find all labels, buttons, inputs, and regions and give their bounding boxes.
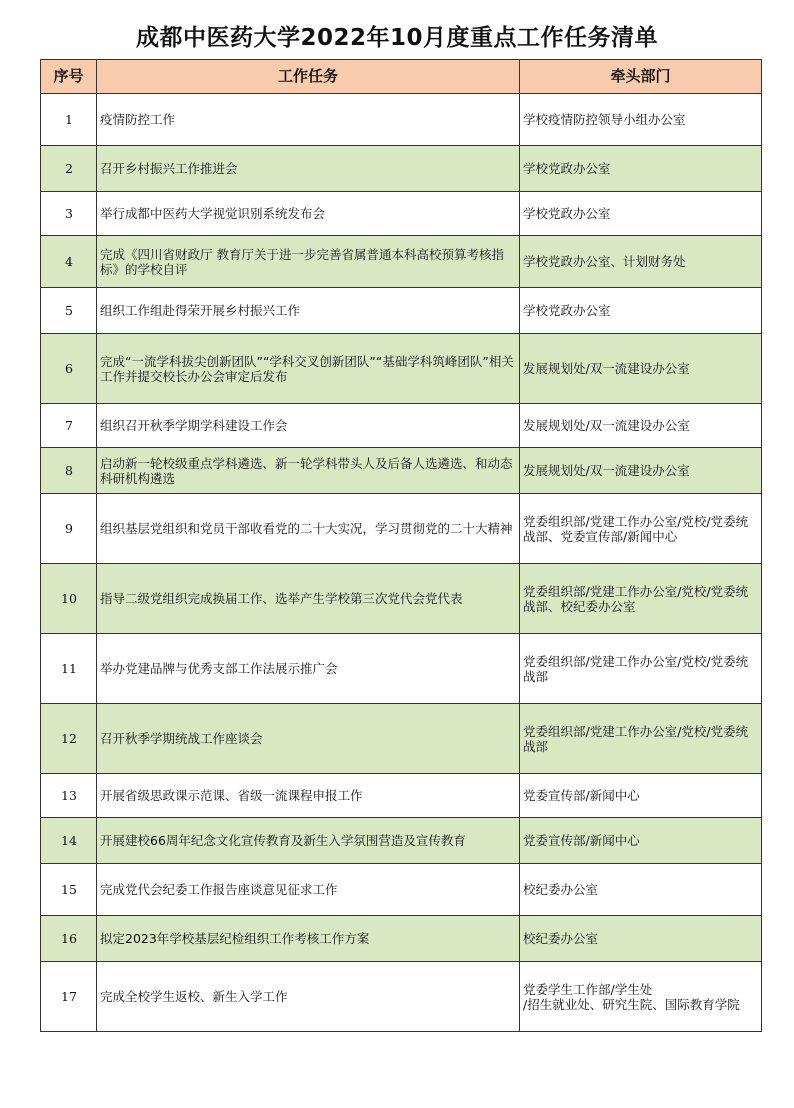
table-row xyxy=(41,494,762,564)
row-number: 11 xyxy=(41,634,97,704)
row-number: 6 xyxy=(41,334,97,404)
table-row xyxy=(41,334,762,404)
row-task: 举行成都中医药大学视觉识别系统发布会 xyxy=(97,192,520,236)
row-task: 开展建校66周年纪念文化宣传教育及新生入学氛围营造及宣传教育 xyxy=(97,818,520,864)
row-task: 开展省级思政课示范课、省级一流课程申报工作 xyxy=(97,774,520,818)
row-number: 10 xyxy=(41,564,97,634)
row-department: 党委组织部/党建工作办公室/党校/党委统战部、校纪委办公室 xyxy=(520,564,762,634)
row-number: 2 xyxy=(41,146,97,192)
row-department: 校纪委办公室 xyxy=(520,916,762,962)
row-number: 8 xyxy=(41,448,97,494)
row-task: 完成《四川省财政厅 教育厅关于进一步完善省属普通本科高校预算考核指标》的学校自评 xyxy=(97,236,520,288)
row-department: 学校党政办公室 xyxy=(520,288,762,334)
row-department: 党委组织部/党建工作办公室/党校/党委统战部 xyxy=(520,634,762,704)
row-task: 完成“一流学科拔尖创新团队”“学科交叉创新团队”“基础学科筑峰团队”相关工作并提交校长办公会审定后发布 xyxy=(97,334,520,404)
table-row xyxy=(41,818,762,864)
row-task: 召开乡村振兴工作推进会 xyxy=(97,146,520,192)
row-task: 疫情防控工作 xyxy=(97,94,520,146)
table-row xyxy=(41,448,762,494)
row-number: 9 xyxy=(41,494,97,564)
header-number: 序号 xyxy=(41,60,97,94)
row-task: 组织召开秋季学期学科建设工作会 xyxy=(97,404,520,448)
row-department: 学校党政办公室 xyxy=(520,192,762,236)
table-row xyxy=(41,236,762,288)
header-task: 工作任务 xyxy=(97,60,520,94)
table-row xyxy=(41,192,762,236)
row-task: 启动新一轮校级重点学科遴选、新一轮学科带头人及后备人选遴选、和动态科研机构遴选 xyxy=(97,448,520,494)
table-row xyxy=(41,916,762,962)
row-number: 17 xyxy=(41,962,97,1032)
row-task: 完成全校学生返校、新生入学工作 xyxy=(97,962,520,1032)
row-number: 7 xyxy=(41,404,97,448)
row-task: 组织工作组赴得荣开展乡村振兴工作 xyxy=(97,288,520,334)
row-number: 1 xyxy=(41,94,97,146)
task-table xyxy=(40,59,762,1032)
row-number: 16 xyxy=(41,916,97,962)
table-row xyxy=(41,774,762,818)
row-department: 校纪委办公室 xyxy=(520,864,762,916)
row-department: 党委学生工作部/学生处 /招生就业处、研究生院、国际教育学院 xyxy=(520,962,762,1032)
header-department: 牵头部门 xyxy=(520,60,762,94)
row-number: 15 xyxy=(41,864,97,916)
row-department: 学校党政办公室 xyxy=(520,146,762,192)
row-task: 指导二级党组织完成换届工作、选举产生学校第三次党代会党代表 xyxy=(97,564,520,634)
table-row xyxy=(41,288,762,334)
row-department: 发展规划处/双一流建设办公室 xyxy=(520,404,762,448)
row-department: 发展规划处/双一流建设办公室 xyxy=(520,334,762,404)
row-number: 3 xyxy=(41,192,97,236)
row-task: 举办党建品牌与优秀支部工作法展示推广会 xyxy=(97,634,520,704)
row-task: 拟定2023年学校基层纪检组织工作考核工作方案 xyxy=(97,916,520,962)
table-row xyxy=(41,962,762,1032)
row-department: 学校疫情防控领导小组办公室 xyxy=(520,94,762,146)
row-department: 党委组织部/党建工作办公室/党校/党委统战部、党委宣传部/新闻中心 xyxy=(520,494,762,564)
table-row xyxy=(41,864,762,916)
row-task: 组织基层党组织和党员干部收看党的二十大实况，学习贯彻党的二十大精神 xyxy=(97,494,520,564)
row-department: 党委宣传部/新闻中心 xyxy=(520,818,762,864)
table-header-row xyxy=(41,60,762,94)
row-number: 5 xyxy=(41,288,97,334)
row-number: 13 xyxy=(41,774,97,818)
document-title: 成都中医药大学2022年10月度重点工作任务清单 xyxy=(135,25,659,51)
table-row xyxy=(41,704,762,774)
table-body xyxy=(41,94,762,1032)
table-row xyxy=(41,634,762,704)
row-department: 党委宣传部/新闻中心 xyxy=(520,774,762,818)
table-row xyxy=(41,404,762,448)
row-task: 完成党代会纪委工作报告座谈意见征求工作 xyxy=(97,864,520,916)
row-department: 发展规划处/双一流建设办公室 xyxy=(520,448,762,494)
row-department: 党委组织部/党建工作办公室/党校/党委统战部 xyxy=(520,704,762,774)
row-task: 召开秋季学期统战工作座谈会 xyxy=(97,704,520,774)
row-department: 学校党政办公室、计划财务处 xyxy=(520,236,762,288)
row-number: 12 xyxy=(41,704,97,774)
table-row xyxy=(41,146,762,192)
table-row xyxy=(41,94,762,146)
row-number: 14 xyxy=(41,818,97,864)
table-row xyxy=(41,564,762,634)
row-number: 4 xyxy=(41,236,97,288)
